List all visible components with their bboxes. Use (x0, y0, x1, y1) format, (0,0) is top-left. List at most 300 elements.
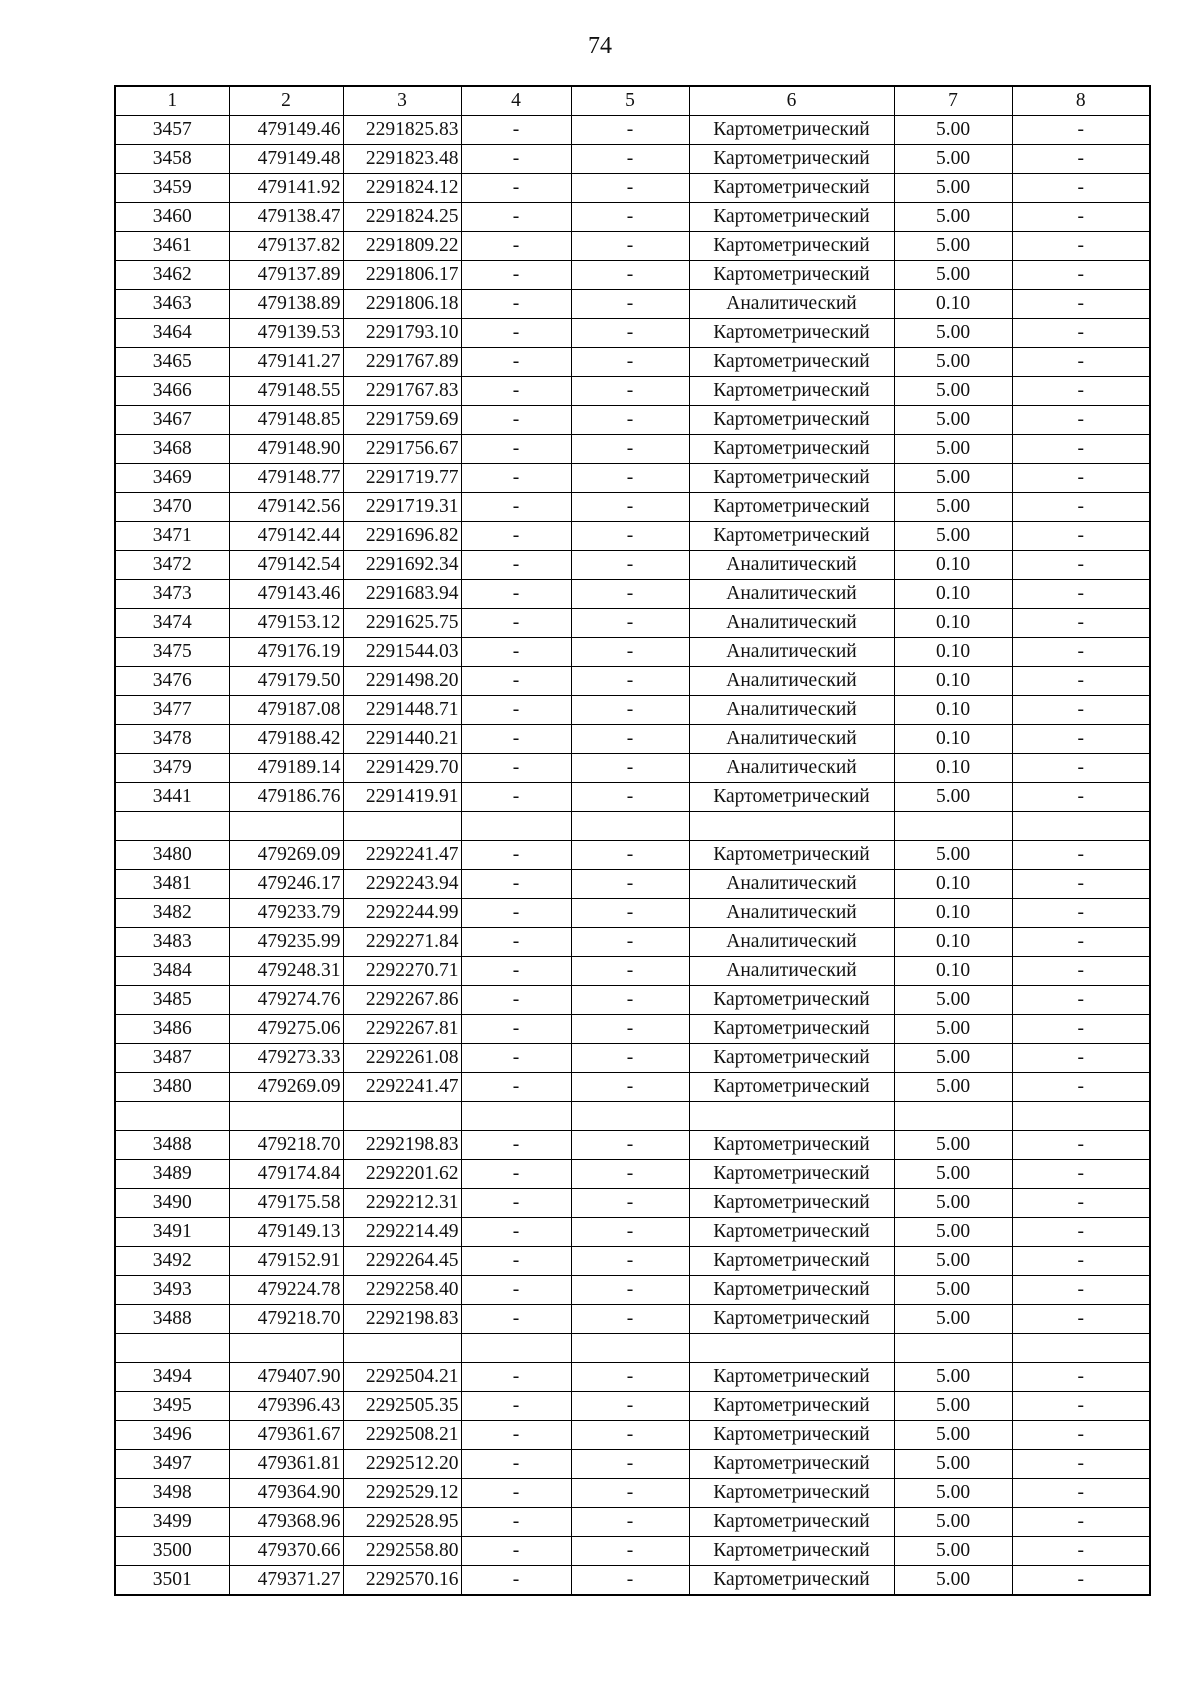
x-coordinate-cell: 479138.89 (229, 290, 343, 319)
col4-cell: - (461, 986, 571, 1015)
col5-cell: - (571, 145, 689, 174)
col5-cell: - (571, 696, 689, 725)
x-coordinate-cell: 479149.46 (229, 116, 343, 145)
accuracy-cell: 0.10 (894, 667, 1012, 696)
x-coordinate-cell: 479187.08 (229, 696, 343, 725)
table-row (115, 377, 1150, 406)
method-cell: Аналитический (689, 696, 894, 725)
col4-cell: - (461, 116, 571, 145)
method-cell: Картометрический (689, 841, 894, 870)
col4-cell: - (461, 667, 571, 696)
method-cell: Картометрический (689, 1566, 894, 1596)
table-row (115, 1189, 1150, 1218)
y-coordinate-cell: 2292504.21 (343, 1363, 461, 1392)
accuracy-cell: 5.00 (894, 464, 1012, 493)
x-coordinate-cell: 479152.91 (229, 1247, 343, 1276)
y-coordinate-cell: 2292267.86 (343, 986, 461, 1015)
point-number-cell (115, 812, 229, 841)
x-coordinate-cell: 479235.99 (229, 928, 343, 957)
col8-cell: - (1012, 551, 1150, 580)
x-coordinate-cell: 479274.76 (229, 986, 343, 1015)
col5-cell: - (571, 870, 689, 899)
point-number-cell: 3494 (115, 1363, 229, 1392)
y-coordinate-cell: 2292505.35 (343, 1392, 461, 1421)
accuracy-cell: 0.10 (894, 290, 1012, 319)
col5-cell: - (571, 261, 689, 290)
col5-cell: - (571, 493, 689, 522)
accuracy-cell: 5.00 (894, 1363, 1012, 1392)
col5-cell: - (571, 1247, 689, 1276)
y-coordinate-cell: 2291824.12 (343, 174, 461, 203)
point-number-cell: 3465 (115, 348, 229, 377)
accuracy-cell: 5.00 (894, 1131, 1012, 1160)
method-cell: Картометрический (689, 1189, 894, 1218)
accuracy-cell: 0.10 (894, 725, 1012, 754)
x-coordinate-cell: 479142.54 (229, 551, 343, 580)
accuracy-cell: 5.00 (894, 522, 1012, 551)
col5-cell: - (571, 174, 689, 203)
method-cell: Картометрический (689, 1015, 894, 1044)
x-coordinate-cell: 479148.85 (229, 406, 343, 435)
col4-cell: - (461, 261, 571, 290)
table-row (115, 348, 1150, 377)
point-number-cell: 3473 (115, 580, 229, 609)
x-coordinate-cell: 479149.13 (229, 1218, 343, 1247)
point-number-cell: 3495 (115, 1392, 229, 1421)
col4-cell: - (461, 1218, 571, 1247)
method-cell: Аналитический (689, 638, 894, 667)
accuracy-cell: 0.10 (894, 638, 1012, 667)
col8-cell: - (1012, 1276, 1150, 1305)
col4-cell: - (461, 1015, 571, 1044)
x-coordinate-cell: 479148.77 (229, 464, 343, 493)
accuracy-cell: 5.00 (894, 1218, 1012, 1247)
col4-cell: - (461, 464, 571, 493)
col5-cell: - (571, 928, 689, 957)
table-row (115, 1044, 1150, 1073)
col8-cell: - (1012, 783, 1150, 812)
x-coordinate-cell: 479396.43 (229, 1392, 343, 1421)
table-row (115, 203, 1150, 232)
col4-cell: - (461, 406, 571, 435)
method-cell: Картометрический (689, 406, 894, 435)
col4-cell: - (461, 203, 571, 232)
x-coordinate-cell: 479176.19 (229, 638, 343, 667)
col8-cell: - (1012, 174, 1150, 203)
point-number-cell: 3468 (115, 435, 229, 464)
table-row (115, 1305, 1150, 1334)
col5-cell: - (571, 203, 689, 232)
col4-cell: - (461, 1450, 571, 1479)
col4-cell: - (461, 1508, 571, 1537)
x-coordinate-cell: 479149.48 (229, 145, 343, 174)
y-coordinate-cell: 2291419.91 (343, 783, 461, 812)
col8-cell (1012, 1334, 1150, 1363)
point-number-cell: 3459 (115, 174, 229, 203)
point-number-cell: 3501 (115, 1566, 229, 1596)
table-row (115, 406, 1150, 435)
table-row (115, 1508, 1150, 1537)
accuracy-cell: 0.10 (894, 551, 1012, 580)
table-row (115, 493, 1150, 522)
col8-cell: - (1012, 696, 1150, 725)
method-cell: Картометрический (689, 1450, 894, 1479)
col8-cell: - (1012, 638, 1150, 667)
col5-cell: - (571, 986, 689, 1015)
table-row (115, 754, 1150, 783)
table-row (115, 551, 1150, 580)
method-cell: Аналитический (689, 609, 894, 638)
col5-cell: - (571, 290, 689, 319)
method-cell: Картометрический (689, 1479, 894, 1508)
table-row (115, 522, 1150, 551)
col5-cell: - (571, 609, 689, 638)
y-coordinate-cell: 2292243.94 (343, 870, 461, 899)
point-number-cell: 3485 (115, 986, 229, 1015)
method-cell: Картометрический (689, 232, 894, 261)
point-number-cell: 3478 (115, 725, 229, 754)
method-cell: Картометрический (689, 1131, 894, 1160)
coordinates-table (114, 85, 1151, 1596)
x-coordinate-cell: 479370.66 (229, 1537, 343, 1566)
method-cell: Картометрический (689, 377, 894, 406)
accuracy-cell: 0.10 (894, 928, 1012, 957)
col5-cell: - (571, 1044, 689, 1073)
y-coordinate-cell (343, 1102, 461, 1131)
col5-cell: - (571, 1566, 689, 1596)
point-number-cell: 3464 (115, 319, 229, 348)
col5-cell: - (571, 725, 689, 754)
y-coordinate-cell: 2292241.47 (343, 841, 461, 870)
point-number-cell: 3475 (115, 638, 229, 667)
accuracy-cell: 5.00 (894, 1189, 1012, 1218)
col4-cell (461, 812, 571, 841)
accuracy-cell: 5.00 (894, 1566, 1012, 1596)
x-coordinate-cell: 479142.56 (229, 493, 343, 522)
y-coordinate-cell: 2292264.45 (343, 1247, 461, 1276)
col8-cell: - (1012, 435, 1150, 464)
separator-row (115, 812, 1150, 841)
table-row (115, 957, 1150, 986)
col4-cell: - (461, 1537, 571, 1566)
accuracy-cell: 5.00 (894, 1421, 1012, 1450)
col8-cell: - (1012, 1160, 1150, 1189)
accuracy-cell: 5.00 (894, 261, 1012, 290)
col5-cell: - (571, 1015, 689, 1044)
method-cell (689, 812, 894, 841)
table-row (115, 725, 1150, 754)
col8-cell: - (1012, 493, 1150, 522)
method-cell: Картометрический (689, 116, 894, 145)
accuracy-cell: 5.00 (894, 493, 1012, 522)
point-number-cell: 3466 (115, 377, 229, 406)
col8-cell: - (1012, 1189, 1150, 1218)
y-coordinate-cell: 2292201.62 (343, 1160, 461, 1189)
col4-cell: - (461, 1363, 571, 1392)
y-coordinate-cell: 2291544.03 (343, 638, 461, 667)
col8-cell: - (1012, 1508, 1150, 1537)
col4-cell: - (461, 348, 571, 377)
point-number-cell: 3460 (115, 203, 229, 232)
method-cell (689, 1334, 894, 1363)
col4-cell: - (461, 435, 571, 464)
y-coordinate-cell: 2292212.31 (343, 1189, 461, 1218)
col8-cell: - (1012, 725, 1150, 754)
y-coordinate-cell: 2292258.40 (343, 1276, 461, 1305)
col4-cell: - (461, 696, 571, 725)
col5-cell: - (571, 1421, 689, 1450)
y-coordinate-cell: 2291448.71 (343, 696, 461, 725)
point-number-cell: 3467 (115, 406, 229, 435)
method-cell: Аналитический (689, 551, 894, 580)
method-cell: Картометрический (689, 1392, 894, 1421)
col8-cell: - (1012, 261, 1150, 290)
y-coordinate-cell: 2291825.83 (343, 116, 461, 145)
y-coordinate-cell: 2292512.20 (343, 1450, 461, 1479)
point-number-cell: 3487 (115, 1044, 229, 1073)
col4-cell: - (461, 1073, 571, 1102)
col5-cell: - (571, 406, 689, 435)
table-row (115, 1566, 1150, 1596)
x-coordinate-cell: 479174.84 (229, 1160, 343, 1189)
x-coordinate-cell: 479143.46 (229, 580, 343, 609)
col4-cell (461, 1102, 571, 1131)
col8-cell: - (1012, 870, 1150, 899)
point-number-cell: 3491 (115, 1218, 229, 1247)
col5-cell: - (571, 551, 689, 580)
y-coordinate-cell: 2291625.75 (343, 609, 461, 638)
col4-cell: - (461, 638, 571, 667)
y-coordinate-cell: 2291759.69 (343, 406, 461, 435)
x-coordinate-cell (229, 812, 343, 841)
y-coordinate-cell: 2291824.25 (343, 203, 461, 232)
x-coordinate-cell: 479248.31 (229, 957, 343, 986)
method-cell: Картометрический (689, 522, 894, 551)
col4-cell: - (461, 1276, 571, 1305)
accuracy-cell: 5.00 (894, 1044, 1012, 1073)
accuracy-cell: 5.00 (894, 1015, 1012, 1044)
col8-cell: - (1012, 1392, 1150, 1421)
col5-cell: - (571, 783, 689, 812)
col8-cell: - (1012, 928, 1150, 957)
method-cell: Картометрический (689, 261, 894, 290)
y-coordinate-cell: 2291756.67 (343, 435, 461, 464)
x-coordinate-cell: 479361.81 (229, 1450, 343, 1479)
y-coordinate-cell: 2291823.48 (343, 145, 461, 174)
point-number-cell: 3493 (115, 1276, 229, 1305)
col4-cell: - (461, 1189, 571, 1218)
method-cell: Аналитический (689, 957, 894, 986)
accuracy-cell: 5.00 (894, 1160, 1012, 1189)
method-cell: Картометрический (689, 1160, 894, 1189)
x-coordinate-cell: 479137.89 (229, 261, 343, 290)
accuracy-cell: 5.00 (894, 1276, 1012, 1305)
column-header: 6 (689, 86, 894, 116)
col8-cell: - (1012, 1537, 1150, 1566)
x-coordinate-cell: 479148.55 (229, 377, 343, 406)
col5-cell: - (571, 754, 689, 783)
point-number-cell: 3472 (115, 551, 229, 580)
col4-cell: - (461, 609, 571, 638)
accuracy-cell: 5.00 (894, 203, 1012, 232)
col5-cell: - (571, 435, 689, 464)
accuracy-cell: 5.00 (894, 116, 1012, 145)
table-row (115, 1537, 1150, 1566)
method-cell: Картометрический (689, 1305, 894, 1334)
method-cell: Картометрический (689, 464, 894, 493)
y-coordinate-cell: 2292261.08 (343, 1044, 461, 1073)
y-coordinate-cell: 2291767.89 (343, 348, 461, 377)
accuracy-cell (894, 1334, 1012, 1363)
y-coordinate-cell: 2292214.49 (343, 1218, 461, 1247)
col4-cell: - (461, 319, 571, 348)
col8-cell: - (1012, 1421, 1150, 1450)
y-coordinate-cell: 2292244.99 (343, 899, 461, 928)
method-cell: Аналитический (689, 754, 894, 783)
col8-cell: - (1012, 116, 1150, 145)
point-number-cell: 3471 (115, 522, 229, 551)
x-coordinate-cell: 479218.70 (229, 1305, 343, 1334)
col8-cell: - (1012, 232, 1150, 261)
col5-cell: - (571, 1073, 689, 1102)
x-coordinate-cell: 479186.76 (229, 783, 343, 812)
x-coordinate-cell: 479175.58 (229, 1189, 343, 1218)
method-cell: Аналитический (689, 667, 894, 696)
method-cell: Картометрический (689, 174, 894, 203)
col8-cell: - (1012, 319, 1150, 348)
col8-cell: - (1012, 667, 1150, 696)
y-coordinate-cell: 2292558.80 (343, 1537, 461, 1566)
x-coordinate-cell: 479361.67 (229, 1421, 343, 1450)
y-coordinate-cell: 2291440.21 (343, 725, 461, 754)
x-coordinate-cell: 479224.78 (229, 1276, 343, 1305)
method-cell: Картометрический (689, 348, 894, 377)
method-cell: Картометрический (689, 1508, 894, 1537)
table-row (115, 1421, 1150, 1450)
page-number: 74 (588, 33, 612, 59)
y-coordinate-cell: 2291806.17 (343, 261, 461, 290)
x-coordinate-cell: 479188.42 (229, 725, 343, 754)
accuracy-cell (894, 812, 1012, 841)
y-coordinate-cell: 2292198.83 (343, 1131, 461, 1160)
col5-cell: - (571, 348, 689, 377)
col4-cell: - (461, 1479, 571, 1508)
col4-cell: - (461, 1160, 571, 1189)
method-cell: Картометрический (689, 319, 894, 348)
y-coordinate-cell: 2292570.16 (343, 1566, 461, 1596)
col8-cell: - (1012, 580, 1150, 609)
column-header: 4 (461, 86, 571, 116)
col4-cell: - (461, 493, 571, 522)
col8-cell: - (1012, 986, 1150, 1015)
col4-cell: - (461, 754, 571, 783)
x-coordinate-cell: 479148.90 (229, 435, 343, 464)
point-number-cell: 3470 (115, 493, 229, 522)
separator-row (115, 1102, 1150, 1131)
col5-cell: - (571, 1276, 689, 1305)
col5-cell (571, 1334, 689, 1363)
col8-cell: - (1012, 377, 1150, 406)
y-coordinate-cell: 2292241.47 (343, 1073, 461, 1102)
col5-cell: - (571, 1450, 689, 1479)
point-number-cell: 3463 (115, 290, 229, 319)
y-coordinate-cell: 2292267.81 (343, 1015, 461, 1044)
col5-cell: - (571, 1537, 689, 1566)
col4-cell: - (461, 783, 571, 812)
col4-cell: - (461, 1247, 571, 1276)
col4-cell: - (461, 290, 571, 319)
col4-cell: - (461, 1305, 571, 1334)
table-row (115, 435, 1150, 464)
accuracy-cell: 0.10 (894, 696, 1012, 725)
point-number-cell (115, 1102, 229, 1131)
point-number-cell: 3482 (115, 899, 229, 928)
y-coordinate-cell: 2291683.94 (343, 580, 461, 609)
x-coordinate-cell: 479246.17 (229, 870, 343, 899)
col4-cell: - (461, 377, 571, 406)
col4-cell: - (461, 725, 571, 754)
x-coordinate-cell: 479142.44 (229, 522, 343, 551)
method-cell: Картометрический (689, 1073, 894, 1102)
col5-cell: - (571, 1305, 689, 1334)
y-coordinate-cell: 2291498.20 (343, 667, 461, 696)
col5-cell: - (571, 1160, 689, 1189)
col4-cell: - (461, 232, 571, 261)
x-coordinate-cell: 479368.96 (229, 1508, 343, 1537)
method-cell (689, 1102, 894, 1131)
y-coordinate-cell: 2292271.84 (343, 928, 461, 957)
col8-cell: - (1012, 1218, 1150, 1247)
method-cell: Картометрический (689, 986, 894, 1015)
col5-cell: - (571, 1392, 689, 1421)
col8-cell: - (1012, 609, 1150, 638)
method-cell: Аналитический (689, 928, 894, 957)
table-row (115, 580, 1150, 609)
col5-cell: - (571, 319, 689, 348)
col4-cell: - (461, 928, 571, 957)
y-coordinate-cell (343, 1334, 461, 1363)
col8-cell: - (1012, 899, 1150, 928)
col8-cell: - (1012, 1479, 1150, 1508)
point-number-cell: 3490 (115, 1189, 229, 1218)
col5-cell: - (571, 899, 689, 928)
x-coordinate-cell: 479269.09 (229, 841, 343, 870)
col5-cell: - (571, 464, 689, 493)
col5-cell (571, 1102, 689, 1131)
y-coordinate-cell: 2291806.18 (343, 290, 461, 319)
table-row (115, 696, 1150, 725)
method-cell: Картометрический (689, 145, 894, 174)
point-number-cell: 3462 (115, 261, 229, 290)
x-coordinate-cell: 479269.09 (229, 1073, 343, 1102)
method-cell: Аналитический (689, 290, 894, 319)
y-coordinate-cell: 2291767.83 (343, 377, 461, 406)
table-row (115, 1479, 1150, 1508)
table-row (115, 1247, 1150, 1276)
col4-cell: - (461, 174, 571, 203)
method-cell: Картометрический (689, 1044, 894, 1073)
point-number-cell (115, 1334, 229, 1363)
point-number-cell: 3486 (115, 1015, 229, 1044)
point-number-cell: 3480 (115, 841, 229, 870)
col4-cell: - (461, 1131, 571, 1160)
method-cell: Картометрический (689, 1421, 894, 1450)
col8-cell: - (1012, 1073, 1150, 1102)
point-number-cell: 3498 (115, 1479, 229, 1508)
accuracy-cell: 5.00 (894, 841, 1012, 870)
method-cell: Картометрический (689, 1276, 894, 1305)
method-cell: Картометрический (689, 1247, 894, 1276)
